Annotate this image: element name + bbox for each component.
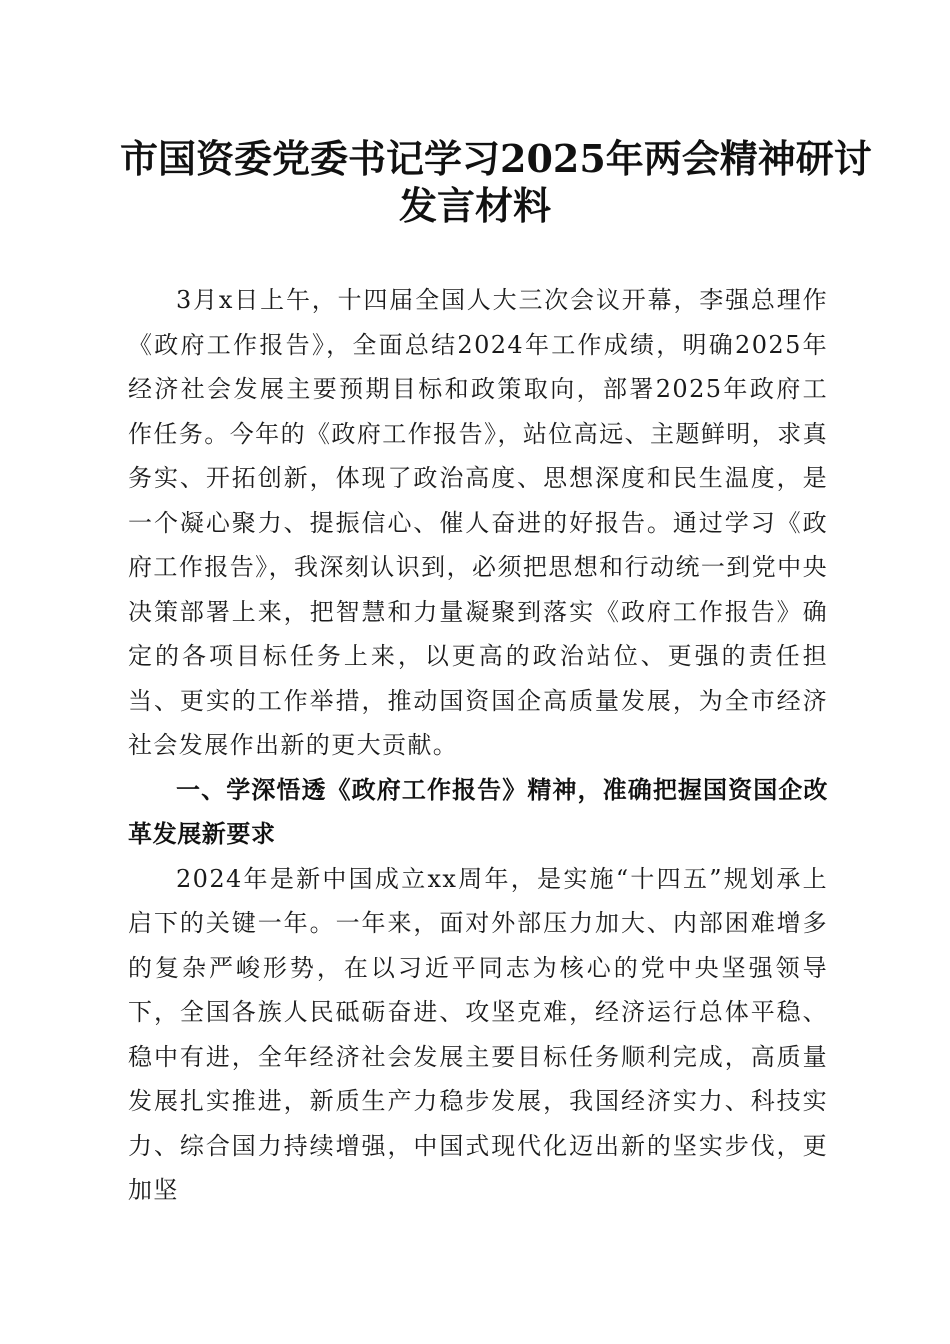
document-title-line-2: 发言材料	[398, 183, 551, 228]
section-paragraph: 2024年是新中国成立xx周年，是实施“十四五”规划承上启下的关键一年。一年来，面对外部压力加大、内部困难增多的复杂严峻形势，在以习近平同志为核心的党中央坚强领导下，全国各族人民砥砺奋进、攻坚克难，经济运行总体平稳、稳中有进，全年经济社会发展主要目标任务顺利完成，高质量发展扎实推进，新质生产力稳步发展，我国经济实力、科技实力、综合国力持续增强，中国式现代化迈出新的坚实步伐，更加坚	[128, 864, 828, 1204]
document-body	[128, 278, 828, 1213]
section-heading: 一、学深悟透《政府工作报告》精神，准确把握国资国企改革发展新要求	[128, 775, 828, 848]
intro-paragraph: 3月x日上午，十四届全国人大三次会议开幕，李强总理作《政府工作报告》，全面总结2024年工作成绩，明确2025年经济社会发展主要预期目标和政策取向，部署2025年政府工作任务。今年的《政府工作报告》，站位高远、主题鲜明，求真务实、开拓创新，体现了政治高度、思想深度和民生温度，是一个凝心聚力、提振信心、催人奋进的好报告。通过学习《政府工作报告》，我深刻认识到，必须把思想和行动统一到党中央决策部署上来，把智慧和力量凝聚到落实《政府工作报告》确定的各项目标任务上来，以更高的政治站位、更强的责任担当、更实的工作举措，推动国资国企高质量发展，为全市经济社会发展作出新的更大贡献。	[128, 286, 828, 759]
document-title-line-1: 市国资委党委书记学习2025年两会精神研讨	[120, 136, 872, 181]
